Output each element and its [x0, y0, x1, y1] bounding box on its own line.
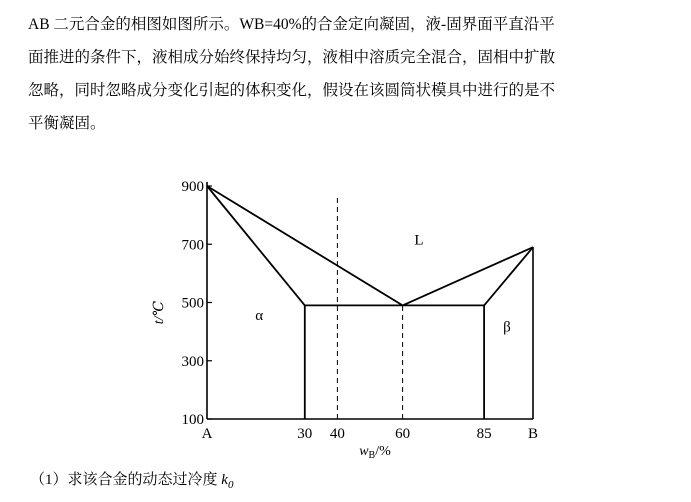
solidus-alpha-line — [207, 186, 305, 305]
phase-lines — [207, 186, 533, 419]
problem-line-3: 忽略，同时忽略成分变化引起的体积变化，假设在该圆筒状模具中进行的是不 — [28, 82, 556, 99]
x-axis-label-main: w — [359, 444, 369, 459]
x-tick-label-B: B — [527, 426, 539, 442]
question-1 — [30, 468, 233, 491]
phase-label-α: α — [255, 307, 264, 324]
question-variable: k — [221, 472, 228, 488]
x-tick-label-40: 40 — [329, 426, 345, 442]
problem-line-2: 面推进的条件下，液相成分始终保持均匀，液相中溶质完全混合，固相中扩散 — [28, 49, 556, 66]
x-axis-label — [359, 444, 391, 461]
solidus-beta-line — [484, 247, 533, 305]
y-tick-label-500: 500 — [181, 295, 204, 312]
question-subscript: 0 — [227, 479, 234, 491]
phase-label-L: L — [414, 232, 424, 249]
x-axis-label-sub: B — [368, 450, 376, 461]
question-prefix: （1）求该合金的动态过冷度 — [30, 472, 222, 488]
y-tick-label-700: 700 — [181, 237, 204, 254]
x-tick-label-85: 85 — [476, 426, 492, 442]
problem-line-1: AB 二元合金的相图如图所示。WB=40%的合金定向凝固，液-固界面平直沿平 — [28, 16, 555, 33]
y-tick-label-900: 900 — [181, 179, 204, 195]
y-tick-label-300: 300 — [181, 353, 204, 370]
problem-line-4: 平衡凝固。 — [28, 115, 106, 132]
dashed-guides — [337, 198, 402, 419]
x-tick-label-30: 30 — [297, 426, 313, 442]
x-tick-label-A: A — [201, 426, 213, 442]
y-axis-label: t/℃ — [152, 300, 167, 325]
x-axis-label-unit: /% — [375, 444, 391, 459]
y-tick-label-100: 100 — [181, 412, 204, 428]
x-tick-label-60: 60 — [395, 426, 411, 442]
phase-label-β: β — [503, 319, 511, 336]
